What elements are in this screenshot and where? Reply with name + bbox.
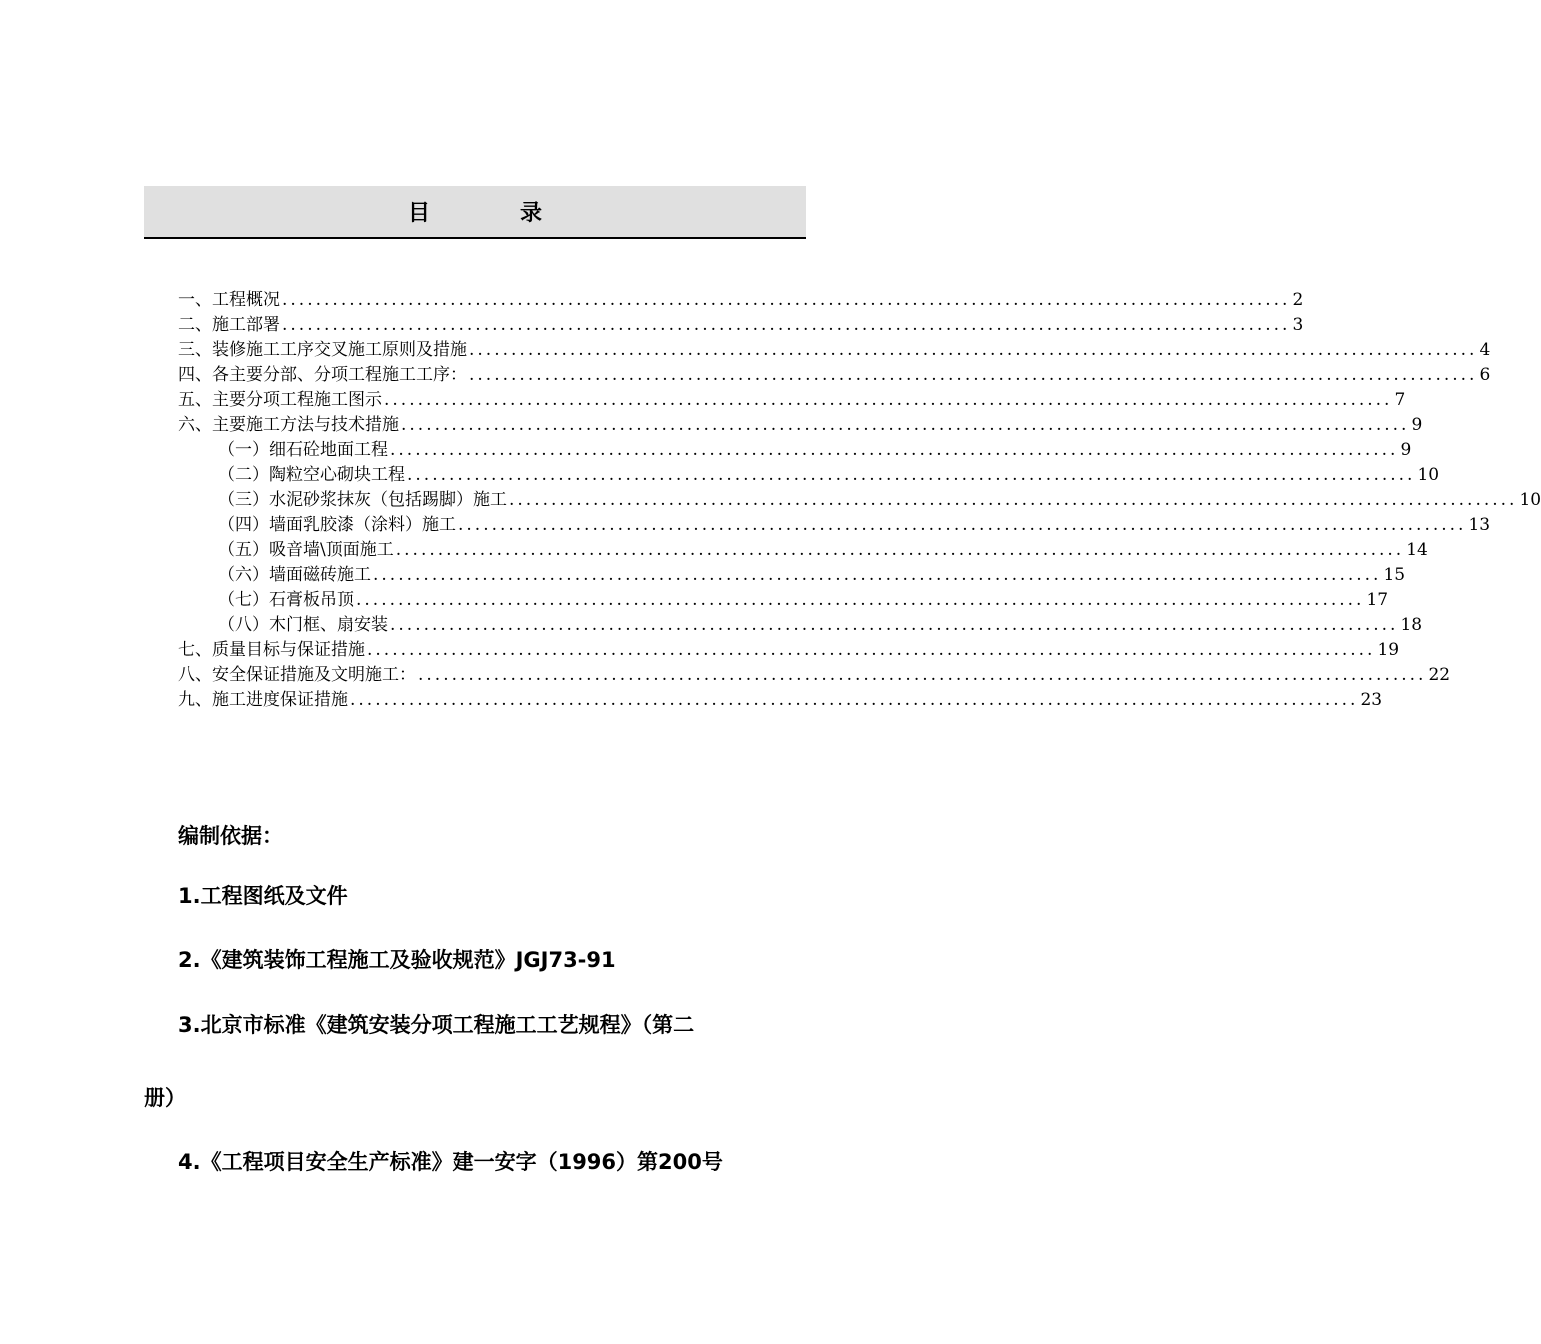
toc-leader-dots: ........................................................................................................................ xyxy=(401,415,1410,435)
toc-entry-label: （六）墙面磁砖施工 xyxy=(218,565,371,585)
toc-entry-label: 九、施工进度保证措施 xyxy=(178,690,348,710)
basis-item-4: 4.《工程项目安全生产标准》建一安字（1996）第200号 xyxy=(178,1150,723,1174)
toc-entry-label: 一、工程概况 xyxy=(178,290,280,310)
toc-entry-page: 10 xyxy=(1519,490,1541,510)
toc-entry-page: 3 xyxy=(1292,315,1304,335)
toc-entry[interactable] xyxy=(178,388,1406,413)
toc-leader-dots: ........................................................................................................................ xyxy=(469,365,1478,385)
toc-leader-dots: ........................................................................................................................ xyxy=(282,315,1291,335)
toc-entry[interactable] xyxy=(178,413,1423,438)
toc-leader-dots: ........................................................................................................................ xyxy=(390,615,1399,635)
toc-subentry[interactable] xyxy=(178,613,1423,638)
toc-entry-page: 15 xyxy=(1383,565,1406,585)
toc-header xyxy=(144,186,806,239)
toc-leader-dots: ........................................................................................................................ xyxy=(373,565,1382,585)
toc-leader-dots: ........................................................................................................................ xyxy=(458,515,1467,535)
toc-entry-label: 六、主要施工方法与技术措施 xyxy=(178,415,399,435)
basis-item-3-line1: 3.北京市标准《建筑安装分项工程施工工艺规程》（第二 xyxy=(178,1013,695,1037)
toc-entry-label: 三、装修施工工序交叉施工原则及措施 xyxy=(178,340,467,360)
basis-item-3-line2: 册） xyxy=(144,1086,186,1110)
toc-entry[interactable] xyxy=(178,638,1400,663)
toc-subentry[interactable] xyxy=(178,463,1440,488)
toc-entry-page: 19 xyxy=(1377,640,1400,660)
toc-entry-page: 6 xyxy=(1479,365,1491,385)
toc-entry-page: 17 xyxy=(1366,590,1389,610)
toc-entry-label: （一）细石砼地面工程 xyxy=(218,440,388,460)
toc-entry-label: 七、质量目标与保证措施 xyxy=(178,640,365,660)
toc-subentry[interactable] xyxy=(178,513,1491,538)
basis-heading: 编制依据： xyxy=(178,824,283,848)
toc-entry-label: 八、安全保证措施及文明施工： xyxy=(178,665,416,685)
toc-leader-dots: ........................................................................................................................ xyxy=(418,665,1427,685)
toc-leader-dots: ........................................................................................................................ xyxy=(469,340,1478,360)
toc-title-char-2: 录 xyxy=(520,201,543,226)
toc-leader-dots: ........................................................................................................................ xyxy=(384,390,1393,410)
toc-entry-page: 4 xyxy=(1479,340,1491,360)
toc-leader-dots: ........................................................................................................................ xyxy=(509,490,1518,510)
toc-entry-label: （五）吸音墙\顶面施工 xyxy=(218,540,394,560)
toc-entry[interactable] xyxy=(178,663,1451,688)
toc-entry-label: （八）木门框、扇安装 xyxy=(218,615,388,635)
toc-subentry[interactable] xyxy=(178,588,1389,613)
toc-leader-dots: ........................................................................................................................ xyxy=(407,465,1416,485)
toc-entry[interactable] xyxy=(178,313,1304,338)
toc-entry-label: （七）石膏板吊顶 xyxy=(218,590,354,610)
toc-entry[interactable] xyxy=(178,288,1304,313)
toc-title-char-1: 目 xyxy=(407,201,430,226)
toc-entry-page: 9 xyxy=(1400,440,1412,460)
toc-entry-page: 18 xyxy=(1400,615,1423,635)
toc-leader-dots: ........................................................................................................................ xyxy=(395,540,1405,560)
toc-leader-dots: ........................................................................................................................ xyxy=(356,590,1365,610)
toc-subentry[interactable] xyxy=(178,488,1541,513)
toc-entry-page: 23 xyxy=(1360,690,1383,710)
toc-entry-page: 7 xyxy=(1394,390,1406,410)
toc-entry[interactable] xyxy=(178,338,1491,363)
toc-subentry[interactable] xyxy=(178,563,1406,588)
basis-item-2: 2.《建筑装饰工程施工及验收规范》JGJ73-91 xyxy=(178,948,616,972)
toc-entry-label: 二、施工部署 xyxy=(178,315,280,335)
toc-entry[interactable] xyxy=(178,688,1383,713)
toc-entry-page: 10 xyxy=(1417,465,1440,485)
toc-leader-dots: ........................................................................................................................ xyxy=(390,440,1399,460)
toc-entry[interactable] xyxy=(178,363,1491,388)
toc-subentry[interactable] xyxy=(178,538,1428,563)
toc-leader-dots: ........................................................................................................................ xyxy=(367,640,1376,660)
toc-entry-page: 13 xyxy=(1468,515,1491,535)
toc-list xyxy=(178,288,1541,713)
toc-entry-page: 22 xyxy=(1428,665,1451,685)
toc-entry-page: 9 xyxy=(1411,415,1423,435)
toc-entry-label: （三）水泥砂浆抹灰（包括踢脚）施工 xyxy=(218,490,507,510)
toc-entry-label: （二）陶粒空心砌块工程 xyxy=(218,465,405,485)
toc-entry-page: 14 xyxy=(1406,540,1428,560)
toc-entry-label: （四）墙面乳胶漆（涂料）施工 xyxy=(218,515,456,535)
toc-leader-dots: ........................................................................................................................ xyxy=(282,290,1291,310)
toc-leader-dots: ........................................................................................................................ xyxy=(350,690,1359,710)
toc-entry-page: 2 xyxy=(1292,290,1304,310)
toc-entry-label: 五、主要分项工程施工图示 xyxy=(178,390,382,410)
toc-entry-label: 四、各主要分部、分项工程施工工序： xyxy=(178,365,467,385)
basis-item-1: 1.工程图纸及文件 xyxy=(178,884,348,908)
toc-subentry[interactable] xyxy=(178,438,1412,463)
